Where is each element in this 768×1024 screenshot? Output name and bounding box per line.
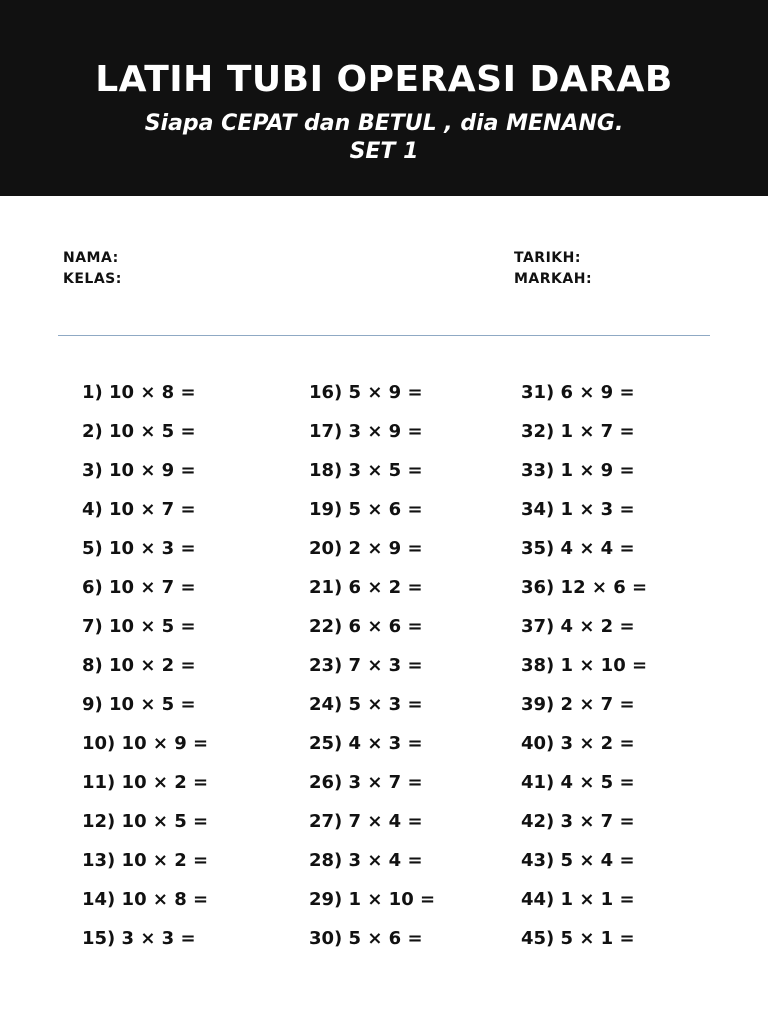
question-item: 15) 3 × 3 =: [82, 928, 196, 949]
question-item: 40) 3 × 2 =: [521, 733, 635, 754]
question-item: 11) 10 × 2 =: [82, 772, 209, 793]
question-item: 13) 10 × 2 =: [82, 850, 209, 871]
worksheet-subtitle: Siapa CEPAT dan BETUL , dia MENANG.: [144, 111, 624, 136]
question-column-2: [309, 378, 509, 963]
question-column-1: [82, 378, 282, 963]
question-item: 26) 3 × 7 =: [309, 772, 423, 793]
question-item: 8) 10 × 2 =: [82, 655, 196, 676]
question-item: 1) 10 × 8 =: [82, 382, 196, 403]
question-item: 29) 1 × 10 =: [309, 889, 436, 910]
kelas-label: KELAS:: [63, 271, 122, 287]
question-item: 38) 1 × 10 =: [521, 655, 648, 676]
question-item: 14) 10 × 8 =: [82, 889, 209, 910]
question-item: 19) 5 × 6 =: [309, 499, 423, 520]
question-item: 31) 6 × 9 =: [521, 382, 635, 403]
question-item: 32) 1 × 7 =: [521, 421, 635, 442]
question-item: 44) 1 × 1 =: [521, 889, 635, 910]
worksheet-header: [0, 0, 768, 196]
question-item: 3) 10 × 9 =: [82, 460, 196, 481]
question-item: 25) 4 × 3 =: [309, 733, 423, 754]
question-item: 10) 10 × 9 =: [82, 733, 209, 754]
question-item: 5) 10 × 3 =: [82, 538, 196, 559]
question-item: 36) 12 × 6 =: [521, 577, 648, 598]
question-item: 18) 3 × 5 =: [309, 460, 423, 481]
question-item: 17) 3 × 9 =: [309, 421, 423, 442]
worksheet-title: LATIH TUBI OPERASI DARAB: [95, 59, 673, 100]
question-item: 42) 3 × 7 =: [521, 811, 635, 832]
tarikh-label: TARIKH:: [514, 250, 581, 266]
question-item: 45) 5 × 1 =: [521, 928, 635, 949]
question-item: 27) 7 × 4 =: [309, 811, 423, 832]
question-column-3: [521, 378, 721, 963]
question-item: 28) 3 × 4 =: [309, 850, 423, 871]
question-item: 41) 4 × 5 =: [521, 772, 635, 793]
question-item: 39) 2 × 7 =: [521, 694, 635, 715]
question-item: 16) 5 × 9 =: [309, 382, 423, 403]
question-item: 33) 1 × 9 =: [521, 460, 635, 481]
question-item: 20) 2 × 9 =: [309, 538, 423, 559]
question-item: 9) 10 × 5 =: [82, 694, 196, 715]
question-item: 23) 7 × 3 =: [309, 655, 423, 676]
question-item: 4) 10 × 7 =: [82, 499, 196, 520]
question-item: 37) 4 × 2 =: [521, 616, 635, 637]
question-item: 35) 4 × 4 =: [521, 538, 635, 559]
question-item: 24) 5 × 3 =: [309, 694, 423, 715]
question-item: 21) 6 × 2 =: [309, 577, 423, 598]
nama-label: NAMA:: [63, 250, 119, 266]
set-label: SET 1: [349, 139, 419, 164]
question-item: 12) 10 × 5 =: [82, 811, 209, 832]
markah-label: MARKAH:: [514, 271, 593, 287]
divider-line: [58, 335, 710, 336]
question-item: 43) 5 × 4 =: [521, 850, 635, 871]
question-item: 34) 1 × 3 =: [521, 499, 635, 520]
question-item: 2) 10 × 5 =: [82, 421, 196, 442]
question-item: 6) 10 × 7 =: [82, 577, 196, 598]
question-item: 22) 6 × 6 =: [309, 616, 423, 637]
question-item: 30) 5 × 6 =: [309, 928, 423, 949]
question-item: 7) 10 × 5 =: [82, 616, 196, 637]
